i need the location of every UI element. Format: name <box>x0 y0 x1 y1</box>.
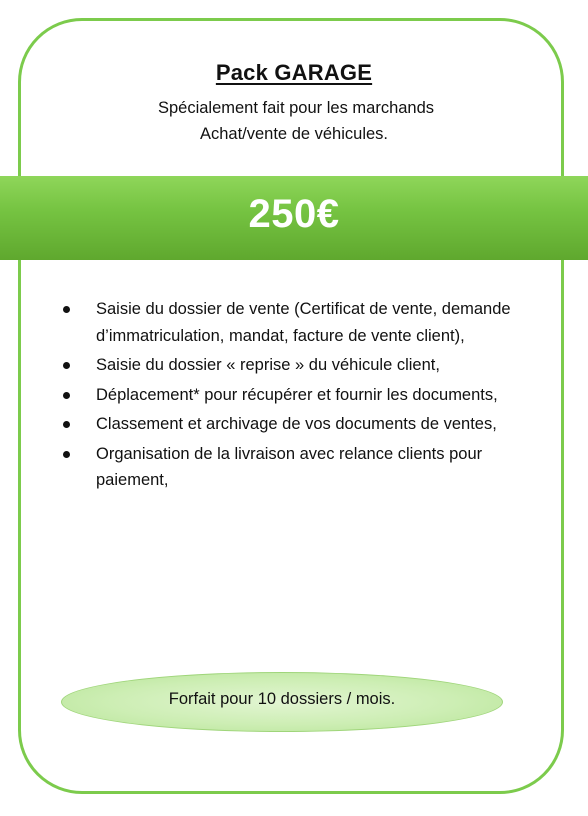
price-banner <box>0 176 588 260</box>
feature-item: Organisation de la livraison avec relance clients pour paiement, <box>60 441 520 494</box>
pack-title: Pack GARAGE <box>215 60 373 85</box>
feature-item: Déplacement* pour récupérer et fournir les documents, <box>60 382 520 409</box>
pack-subtitle-line1: Spécialement fait pour les marchands <box>157 99 435 117</box>
feature-item: Classement et archivage de vos documents de ventes, <box>60 411 520 438</box>
feature-list <box>60 296 520 497</box>
price-amount: 250€ <box>248 191 340 236</box>
footer-note: Forfait pour 10 dossiers / mois. <box>168 689 396 708</box>
feature-item: Saisie du dossier « reprise » du véhicule client, <box>60 352 520 379</box>
pack-subtitle-line2: Achat/vente de véhicules. <box>199 125 389 143</box>
footer-oval <box>61 672 503 732</box>
feature-item: Saisie du dossier de vente (Certificat de vente, demande d’immatriculation, mandat, facture de vente client), <box>60 296 520 349</box>
